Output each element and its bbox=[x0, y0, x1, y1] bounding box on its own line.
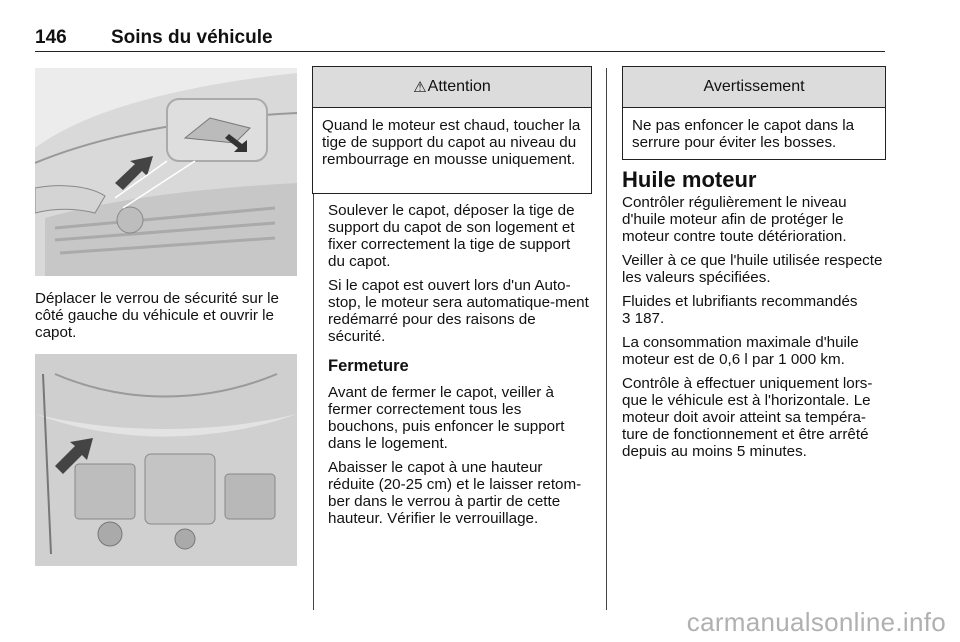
paragraph: Si le capot est ouvert lors d'un Auto-stop, le moteur sera automatique-ment redémarré pour des raisons de sécurité. bbox=[328, 277, 589, 345]
subheading: Fermeture bbox=[328, 357, 409, 375]
attention-header bbox=[313, 67, 591, 108]
section-title: Soins du véhicule bbox=[111, 27, 273, 48]
watermark: carmanualsonline.info bbox=[686, 607, 946, 637]
hood-prop-rod-illustration bbox=[35, 354, 297, 566]
attention-box bbox=[312, 66, 592, 194]
paragraph-text: Fluides et lubrifiants recommandés bbox=[622, 293, 858, 310]
attention-title: Attention bbox=[427, 78, 491, 95]
paragraph bbox=[622, 293, 888, 327]
right-column bbox=[622, 168, 888, 467]
section-heading: Huile moteur bbox=[622, 167, 757, 192]
page-reference-link[interactable]: 3 187. bbox=[622, 310, 665, 327]
warning-box bbox=[622, 66, 886, 160]
page-number: 146 bbox=[35, 27, 67, 48]
middle-column bbox=[328, 202, 590, 534]
paragraph: La consommation maximale d'huile moteur est de 0,6 l par 1 000 km. bbox=[622, 334, 859, 368]
warning-header: Avertissement bbox=[623, 67, 885, 108]
left-column bbox=[35, 290, 297, 348]
paragraph: Déplacer le verrou de sécurité sur le côté gauche du véhicule et ouvrir le capot. bbox=[35, 290, 279, 341]
paragraph: Abaisser le capot à une hauteur réduite (20-25 cm) et le laisser retom-ber dans le verrou à partir de cette hauteur. Vérifier le verrouillage. bbox=[328, 459, 582, 527]
attention-text: Quand le moteur est chaud, toucher la tige de support du capot au niveau du rembourrage en mousse uniquement. bbox=[322, 117, 581, 168]
hood-release-illustration bbox=[35, 68, 297, 276]
paragraph: Contrôler régulièrement le niveau d'huile moteur afin de protéger le moteur contre toute détérioration. bbox=[622, 194, 847, 245]
warning-text: Ne pas enfoncer le capot dans la serrure pour éviter les bosses. bbox=[632, 117, 855, 151]
warning-triangle-icon: ⚠ bbox=[413, 79, 427, 96]
paragraph: Contrôle à effectuer uniquement lors-que le véhicule est à l'horizontale. Le moteur doit avoir atteint sa tempéra-ture de fonctionnement et être arrêté depuis au moins 5 minutes. bbox=[622, 375, 873, 460]
paragraph: Avant de fermer le capot, veiller à fermer correctement tous les bouchons, puis enfoncer le support dans le logement. bbox=[328, 384, 565, 452]
paragraph: Soulever le capot, déposer la tige de support du capot de son logement et fixer correctement la tige de support du capot. bbox=[328, 202, 575, 270]
column-divider bbox=[606, 68, 607, 610]
paragraph: Veiller à ce que l'huile utilisée respecte les valeurs spécifiées. bbox=[622, 252, 883, 286]
page-header bbox=[35, 27, 885, 52]
